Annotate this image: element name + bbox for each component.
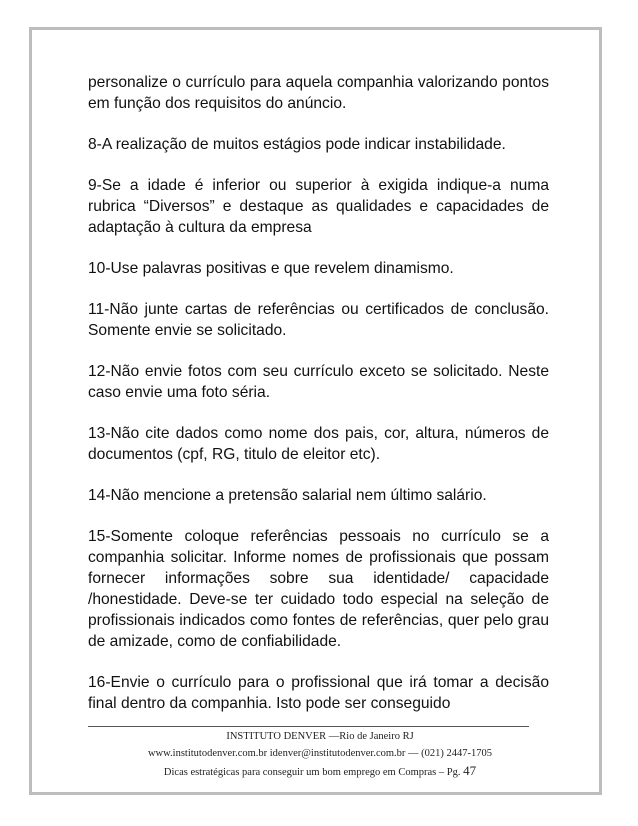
paragraph-tip-14: 14-Não mencione a pretensão salarial nem último salário. — [88, 487, 487, 504]
paragraph-tip-10: 10-Use palavras positivas e que revelem dinamismo. — [88, 260, 454, 277]
footer-book-title: Dicas estratégicas para conseguir um bom emprego em Compras – Pg. — [163, 767, 461, 778]
paragraph-continuation: personalize o currículo para aquela companhia valorizando pontos em função dos requisitos do anúncio. — [88, 74, 549, 112]
paragraph-tip-13: 13-Não cite dados como nome dos pais, cor, altura, números de documentos (cpf, RG, titulo de eleitor etc). — [88, 425, 549, 463]
paragraph-tip-16: 16-Envie o currículo para o profissional que irá tomar a decisão final dentro da companhia. Isto pode ser conseguido — [88, 674, 549, 712]
paragraph-tip-15: 15-Somente coloque referências pessoais no currículo se a companhia solicitar. Informe nomes de profissionais que possam fornecer informações sobre sua identidade/ capacidade /honestidade. Deve-se ter cuidado todo especial na seleção de profissionais indicados como fontes de referências, quer pelo grau de amizade, como de confiabilidade. — [88, 528, 549, 650]
paragraph-tip-8: 8-A realização de muitos estágios pode indicar instabilidade. — [88, 136, 506, 153]
footer-contact: www.institutodenver.com.br idenver@institutodenver.com.br — (021) 2447-1705 — [147, 748, 493, 759]
document-body — [88, 72, 549, 734]
footer-institute: INSTITUTO DENVER —Rio de Janeiro RJ — [226, 731, 414, 742]
page-number: 47 — [463, 763, 477, 778]
page-footer — [60, 728, 580, 781]
paragraph-tip-9: 9-Se a idade é inferior ou superior à exigida indique-a numa rubrica “Diversos” e destaque as qualidades e capacidades de adaptação à cultura da empresa — [88, 177, 549, 236]
footer-divider — [88, 726, 529, 727]
footer-book-line — [60, 762, 580, 781]
paragraph-tip-12: 12-Não envie fotos com seu currículo exceto se solicitado. Neste caso envie uma foto séria. — [88, 363, 549, 401]
paragraph-tip-11: 11-Não junte cartas de referências ou certificados de conclusão. Somente envie se solicitado. — [88, 301, 549, 339]
